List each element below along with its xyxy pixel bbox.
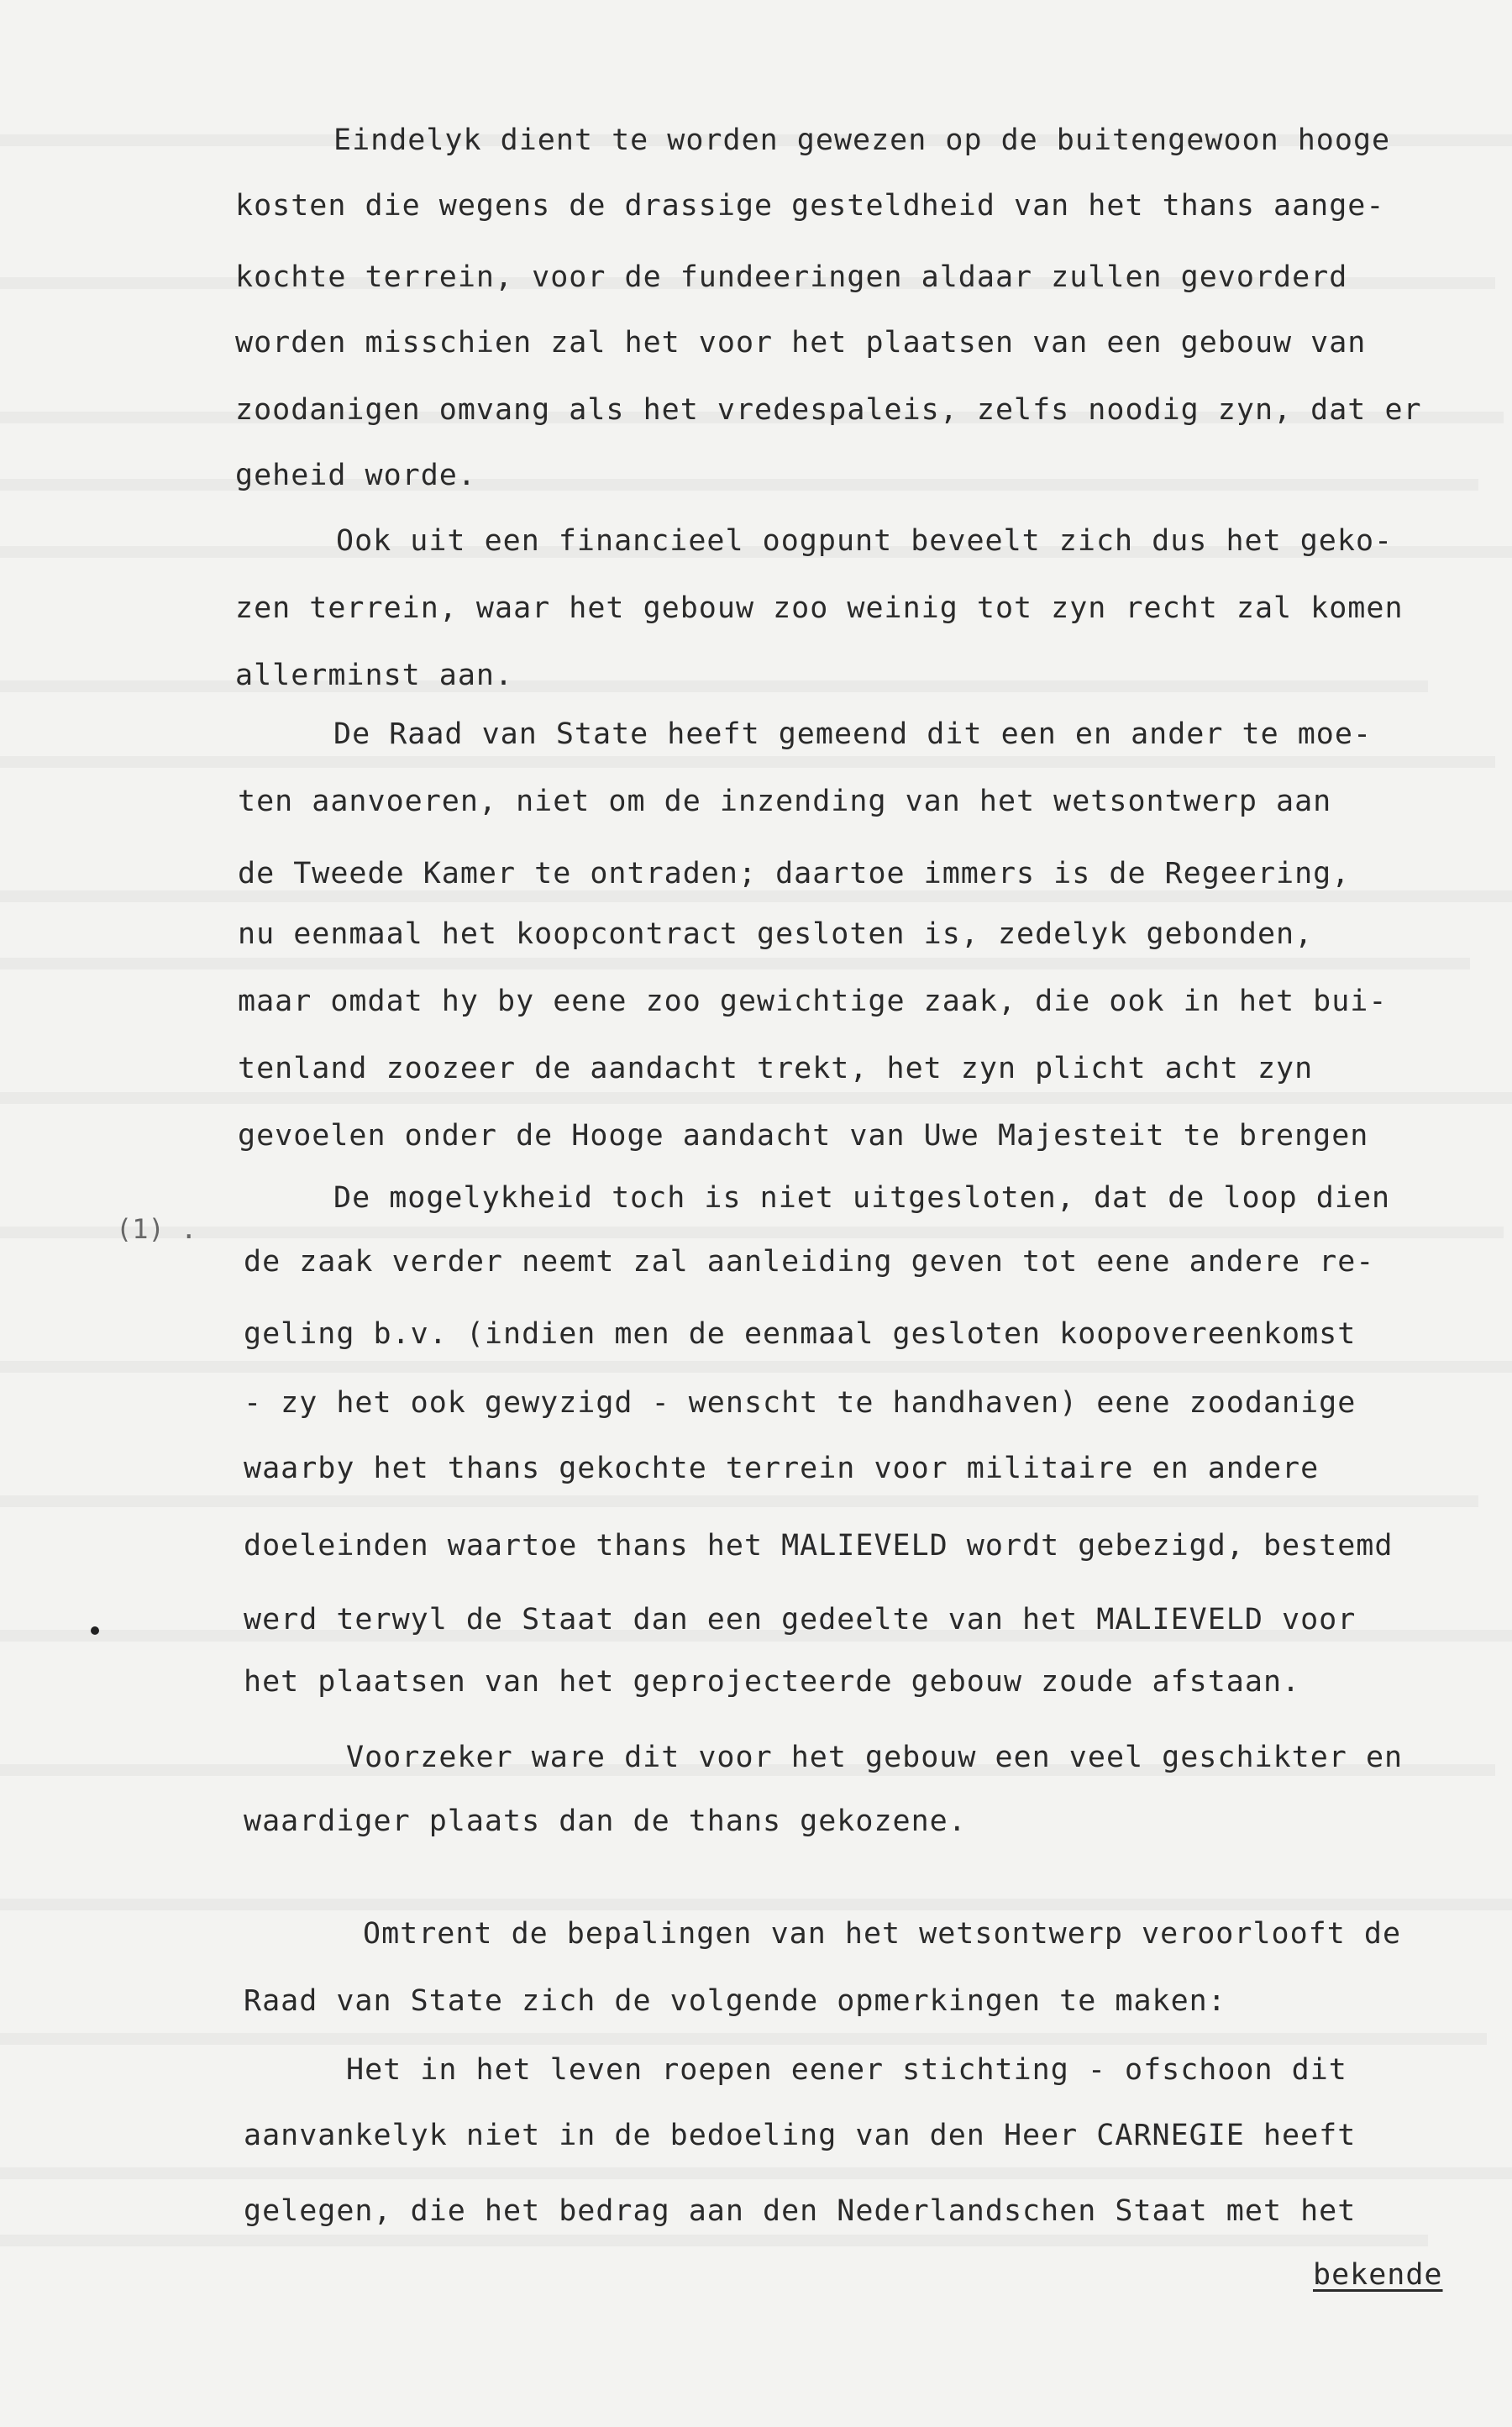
text-line: gelegen, die het bedrag aan den Nederlandschen Staat met het — [244, 2194, 1357, 2228]
text-line: De Raad van State heeft gemeend dit een en ander te moe- — [333, 717, 1373, 751]
margin-footnote-mark: (1) . — [116, 1213, 197, 1245]
text-line: zen terrein, waar het gebouw zoo weinig tot zyn recht zal komen — [235, 591, 1404, 625]
margin-dot — [91, 1626, 99, 1635]
text-line: de zaak verder neemt zal aanleiding geven tot eene andere re- — [244, 1245, 1375, 1279]
catchword: bekende — [1313, 2258, 1443, 2292]
text-line: het plaatsen van het geprojecteerde gebouw zoude afstaan. — [244, 1665, 1301, 1699]
text-line: werd terwyl de Staat dan een gedeelte van het MALIEVELD voor — [244, 1603, 1357, 1636]
text-line: maar omdat hy by eene zoo gewichtige zaak, die ook in het bui- — [238, 985, 1388, 1018]
text-line: kochte terrein, voor de fundeeringen aldaar zullen gevorderd — [235, 260, 1348, 294]
text-line: nu eenmaal het koopcontract gesloten is, zedelyk gebonden, — [238, 917, 1314, 951]
text-line: aanvankelyk niet in de bedoeling van den Heer CARNEGIE heeft — [244, 2119, 1357, 2152]
text-line: Voorzeker ware dit voor het gebouw een veel geschikter en — [346, 1741, 1404, 1774]
text-line: allerminst aan. — [235, 659, 514, 692]
text-line: tenland zoozeer de aandacht trekt, het zyn plicht acht zyn — [238, 1052, 1314, 1085]
text-line: - zy het ook gewyzigd - wenscht te handhaven) eene zoodanige — [244, 1386, 1357, 1420]
text-line: waardiger plaats dan de thans gekozene. — [244, 1804, 967, 1838]
text-line: waarby het thans gekochte terrein voor militaire en andere — [244, 1452, 1320, 1485]
text-line: geling b.v. (indien men de eenmaal gesloten koopovereenkomst — [244, 1317, 1357, 1351]
text-line: kosten die wegens de drassige gesteldheid van het thans aange- — [235, 189, 1385, 223]
text-line: ten aanvoeren, niet om de inzending van het wetsontwerp aan — [238, 785, 1332, 818]
text-line: gevoelen onder de Hooge aandacht van Uwe Majesteit te brengen — [238, 1119, 1369, 1153]
text-line: worden misschien zal het voor het plaatsen van een gebouw van — [235, 326, 1367, 360]
text-line: doeleinden waartoe thans het MALIEVELD wordt gebezigd, bestemd — [244, 1529, 1394, 1563]
text-line: Raad van State zich de volgende opmerkingen te maken: — [244, 1984, 1226, 2018]
text-line: De mogelykheid toch is niet uitgesloten, dat de loop dien — [333, 1181, 1391, 1215]
text-line: zoodanigen omvang als het vredespaleis, zelfs noodig zyn, dat er — [235, 393, 1422, 427]
text-line: geheid worde. — [235, 459, 476, 492]
text-line: Het in het leven roepen eener stichting - ofschoon dit — [346, 2053, 1347, 2087]
text-line: Eindelyk dient te worden gewezen op de buitengewoon hooge — [333, 123, 1391, 157]
text-line: Omtrent de bepalingen van het wetsontwerp veroorlooft de — [363, 1917, 1402, 1951]
text-line: de Tweede Kamer te ontraden; daartoe immers is de Regeering, — [238, 857, 1351, 890]
text-line: Ook uit een financieel oogpunt beveelt zich dus het geko- — [336, 524, 1394, 558]
